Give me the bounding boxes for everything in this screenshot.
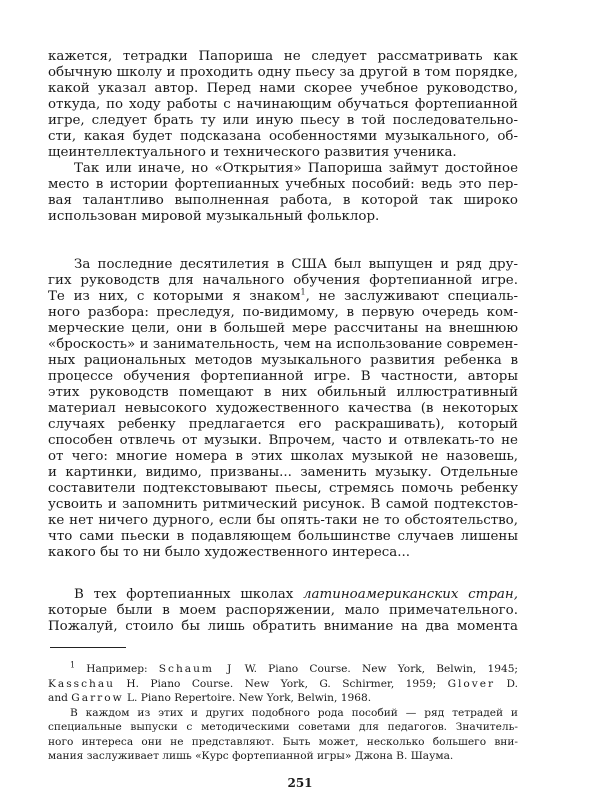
text-line: этих руководств помещают в них обильный иллюстративный (48, 385, 518, 400)
footnote-reference[interactable]: 1 (300, 287, 306, 297)
author-name: Kasschau (48, 677, 115, 690)
text-line: составители подтекстовывают пьесы, стремясь помочь ребенку (48, 481, 518, 496)
text-line (48, 289, 518, 305)
text-fragment: L. Piano Repertoire. New York, Belwin, 1968. (123, 692, 372, 704)
text-line: которые были в моем распоряжении, мало примечательного. (48, 603, 518, 618)
text-line: мерческие цели, они в большей мере рассчитаны на внешнюю (48, 321, 518, 336)
text-line: кажется, тетрадки Папориша не следует рассматривать как (48, 49, 518, 64)
text-line: вая талантливо выполненная работа, в которой так широко (48, 193, 518, 208)
text-line: и картинки, видимо, призваны... заменить музыку. Отдельные (48, 465, 518, 480)
text-line: «броскость» и занимательность, чем на использование современ- (48, 337, 518, 352)
text-fragment: , не заслуживают специаль- (305, 289, 518, 304)
footnote-divider (50, 647, 126, 648)
text-line: Так или иначе, но «Открытия» Папориша займут достойное (74, 161, 518, 176)
text-line: какой указал автор. Перед нами скорее учебное руководство, (48, 81, 518, 96)
footnote-line: мания заслуживает лишь «Курс фортепианной игры» Джона В. Шаума. (48, 750, 454, 762)
text-line: место в истории фортепианных учебных пособий: ведь это пер- (48, 177, 518, 192)
footnote-marker: 1 (70, 660, 76, 670)
text-line: использован мировой музыкальный фольклор. (48, 209, 380, 224)
footnote (48, 662, 518, 764)
text-line: способен отвлечь от музыки. Впрочем, часто и отвлекать-то не (48, 433, 518, 448)
page-number: 251 (287, 776, 313, 790)
text-line: сти, какая будет подсказана особенностями музыкального, об- (48, 129, 518, 144)
text-line: усвоить и запомнить ритмический рисунок. В самой подтекстов- (48, 497, 518, 512)
footnote-line (48, 677, 518, 692)
text-line: что сами пьески в подавляющем большинстве случаев лишены (48, 529, 518, 544)
text-fragment: D. (495, 677, 519, 690)
text-line (48, 587, 518, 603)
footnote-line (48, 662, 518, 677)
text-line: случаях ребенку предлагается его раскрашивать), который (48, 417, 518, 432)
text-fragment: В тех фортепианных школах (74, 587, 304, 602)
text-fragment: and (48, 692, 72, 704)
text-fragment: Те из них, с которыми я знаком (48, 289, 301, 304)
author-name: Schaum J (158, 663, 234, 675)
text-line: игре, следует брать ту или иную пьесу в той последовательно- (48, 113, 518, 128)
paragraph-continuation (48, 49, 518, 225)
author-name: Garrow (71, 692, 124, 704)
footnote-line (48, 691, 518, 706)
author-name: Glover (447, 677, 496, 690)
text-line: материал невысокого художественного качества (в некоторых (48, 401, 518, 416)
text-line: откуда, по ходу работы с начинающим обучаться фортепианной (48, 97, 518, 112)
text-line: щеинтеллектуального и технического развития ученика. (48, 145, 457, 160)
footnote-line: В каждом из этих и других подобного рода пособий — ряд тетрадей и (70, 706, 518, 719)
text-line: ных рациональных методов музыкального развития ребенка в (48, 353, 518, 368)
footnote-line: специальные выпуски с методическими советами для педагогов. Значитель- (48, 721, 518, 733)
text-line: процессе обучения фортепианной игре. В частности, авторы (48, 369, 518, 384)
italic-emphasis: латиноамериканских стран, (303, 587, 518, 602)
text-line: гих руководств для начального обучения фортепианной игре. (48, 273, 518, 288)
text-line: Пожалуй, стоило бы лишь обратить внимание на два момента (48, 619, 518, 634)
text-fragment: Например: (75, 663, 159, 675)
text-line: от чего: многие номера в этих школах музыкой не назовешь, (48, 449, 518, 464)
text-line: ке нет ничего дурного, если бы опять-таки не то обстоятельство, (48, 513, 518, 528)
text-line: За последние десятилетия в США был выпущен и ряд дру- (74, 257, 518, 272)
text-fragment: H. Piano Course. New York, G. Schirmer, 1959; (115, 677, 448, 690)
text-line: ного разбора: преследуя, по-видимому, в первую очередь ком- (48, 305, 518, 320)
paragraph-usa-manuals (48, 257, 518, 561)
footnote-line: ного интереса они не представляют. Быть может, несколько большего вни- (48, 735, 518, 748)
text-fragment: W. Piano Course. New York, Belwin, 1945; (233, 663, 519, 675)
paragraph-latin-america (48, 587, 518, 635)
text-line: какого бы то ни было художественного интереса... (48, 545, 410, 560)
text-line: обычную школу и проходить одну пьесу за другой в том порядке, (48, 65, 518, 80)
